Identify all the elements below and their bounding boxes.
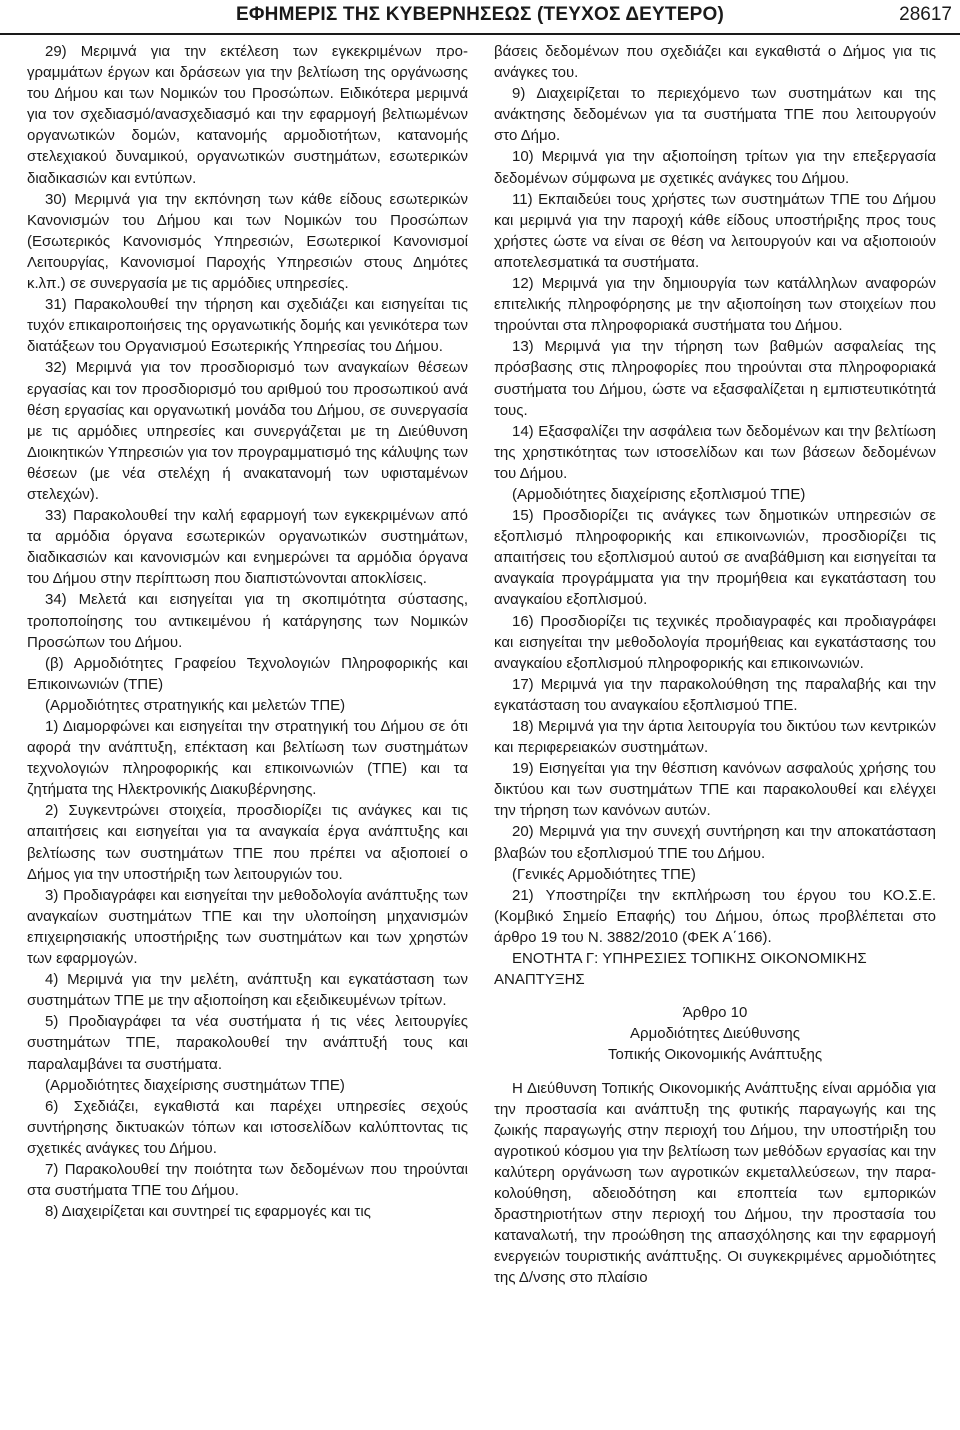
paragraph-21: 21) Υποστηρίζει την εκπλήρωση του έργου του ΚΟ.Σ.Ε. (Κομβικό Σημείο Επαφής) του Δήμου, όπως προβλέπεται στο άρθρο 19 του Ν. 3882/2010 (ΦΕΚ Α΄166). [494, 886, 936, 946]
right-column [494, 41, 936, 1426]
paragraph-34: 34) Μελετά και εισηγείται για τη σκοπιμότητα σύστασης, τροποποίησης του αντικειμένου ή κατάργησης των Νομικών Προσώπων του Δήμου. [27, 591, 468, 651]
page-header [0, 0, 960, 34]
gazette-title: ΕΦΗΜΕΡΙΣ ΤΗΣ ΚΥΒΕΡΝΗΣΕΩΣ (ΤΕΥΧΟΣ ΔΕΥΤΕΡΟ) [236, 4, 724, 25]
paragraph-30: 30) Μεριμνά για την εκπόνηση των κάθε είδους εσωτερικών Κανονισμών του Δήμου και των Νομικών του Προσώπων (Εσωτερικός Κανονισμός Υπηρεσιών, Εσωτερικοί Κανονισμοί Λειτουργίας, Κανονισμοί Παροχής Υπηρεσιών στους Δημότες κ.λπ.) σε συνεργασία με τις αρμόδιες υπηρεσίες. [27, 190, 468, 293]
paragraph-3: 3) Προδιαγράφει και εισηγείται την μεθοδολογία ανάπτυξης των αναγκαίων συστημάτων ΤΠΕ και την υλοποίηση μηχανισμών επιχειρησιακής υποστήριξης των συστημάτων και των χρηστών των εφαρμογών. [27, 886, 468, 968]
paragraph-15: 15) Προσδιορίζει τις ανάγκες των δημοτικών υπηρεσιών σε εξοπλισμό πληροφορικής και επικοινωνιών, προσδιορίζει τις απαιτήσεις του εξοπλισμού αυτού σε αναβάθμιση και εισηγείται τα αναγκαία προγράμματα για την προμήθεια και εγκατάσταση του αναγκαίου εξοπλισμού. [494, 507, 936, 609]
article-number: Άρθρο 10 [682, 1004, 748, 1022]
paragraph-29: 29) Μεριμνά για την εκτέλεση των εγκεκριμένων προγραμμάτων έργων και δράσεων για την βελτίωση της οργάνωσης του Δήμου και των Νομικών του Προσώπων. Ειδικότερα μεριμνά για τον σχεδιασμό/ανασχεδιασμό και την εφαρμογή βελτιωμένων οργανωτικών δομών, κατανομής αρμοδιοτήτων, κατανομής στελεχιακού δυναμικού, οργανωτικών συστημάτων, εσωτερικών διαδικασιών και εντύπων. [27, 43, 468, 187]
paragraph-1: 1) Διαμορφώνει και εισηγείται την στρατηγική του Δήμου σε ότι αφορά την ανάπτυξη, επέκταση και βελτίωση των συστημάτων τεχνολογιών πληροφορικής και επικοινωνιών (ΤΠΕ) και τα ζητήματα της Ηλεκτρονικής Διακυβέρνησης. [27, 718, 468, 799]
paragraph-18: 18) Μεριμνά για την άρτια λειτουργία του δικτύου των κεντρικών και περιφερειακών συστημάτων. [494, 718, 936, 757]
left-column [27, 41, 468, 1426]
subsection-heading-systems: (Αρμοδιότητες διαχείρισης συστημάτων ΤΠΕ) [45, 1076, 345, 1094]
paragraph-9: 9) Διαχειρίζεται το περιεχόμενο των συστημάτων και της ανάκτησης δεδομένων για τα συστήματα ΤΠΕ που λειτουργούν στο Δήμο. [494, 85, 936, 145]
paragraph-19: 19) Εισηγείται για την θέσπιση κανόνων ασφαλούς χρήσης του δικτύου και των συστημάτων ΤΠΕ και παρακολουθεί και ελέγχει την τήρηση των κανόνων αυτών. [494, 760, 936, 820]
paragraph-20: 20) Μεριμνά για την συνεχή συντήρηση και την αποκατάσταση βλαβών του εξοπλισμού ΤΠΕ του Δήμου. [494, 823, 936, 862]
paragraph-8: 8) Διαχειρίζεται και συντηρεί τις εφαρμογές και τις [45, 1203, 371, 1221]
paragraph-5: 5) Προδιαγράφει τα νέα συστήματα ή τις νέες λειτουργίες συστημάτων ΤΠΕ, παρακολουθεί την ανάπτυξή τους και παραλαμβάνει τα συστήματα. [27, 1013, 468, 1073]
paragraph-10: 10) Μεριμνά για την αξιοποίηση τρίτων για την επεξεργασία δεδομένων σύμφωνα με σχετικές ανάγκες του Δήμου. [494, 148, 936, 187]
article-title-line-1: Αρμοδιότητες Διεύθυνσης [630, 1025, 800, 1043]
article-body: Η Διεύθυνση Τοπικής Οικονομικής Ανάπτυξης είναι αρμόδια για την προστασία και ανάπτυξη της φυτικής παραγωγής και της ζωικής παραγωγής στην περιοχή του Δήμου, την υποστήριξη του αγροτικού κόσμου για την βελτίωση των μεθόδων εργασίας και την καλύτερη οργάνωση των αγροτικών εκμεταλλεύσεων, την παρακολούθηση, αδειοδότηση και εποπτεία των εμπορικών δραστηριοτήτων στην περιοχή του Δήμου, την προστασία του καταναλωτή, την προώθηση της απασχόλησης και την εφαρμογή ενεργειών τουριστικής ανάπτυξης. Οι συγκεκριμένες αρμοδιότητες της Δ/νσης στο πλαίσιο [494, 1079, 936, 1287]
paragraph-7: 7) Παρακολουθεί την ποιότητα των δεδομένων που τηρούνται στα συστήματα ΤΠΕ του Δήμου. [27, 1160, 468, 1200]
page-number: 28617 [899, 4, 952, 25]
paragraph-33: 33) Παρακολουθεί την καλή εφαρμογή των εγκεκριμένων από τα αρμόδια όργανα εσωτερικών οργανωτικών συστημάτων, διαδικασιών και κανονισμών και ενημερώνει τα αρμόδια όργανα του Δήμου στην περίπτωση που διαπιστώνονται αποκλίσεις. [27, 507, 468, 588]
paragraph-4: 4) Μεριμνά για την μελέτη, ανάπτυξη και εγκατάσταση των συστημάτων ΤΠΕ με την αξιοποίηση και εξειδικευμένων τρίτων. [27, 971, 468, 1010]
subsection-heading-general: (Γενικές Αρμοδιότητες ΤΠΕ) [512, 865, 696, 883]
paragraph-11: 11) Εκπαιδεύει τους χρήστες των συστημάτων ΤΠΕ του Δήμου και μεριμνά για την παροχή κάθε είδους υποστήριξης προς τους χρήστες ώστε να είναι σε θέση να λειτουργούν και να αξιοποιούν αποτελεσματικά τα συστήματα. [494, 190, 936, 271]
section-b-heading: (β) Αρμοδιότητες Γραφείου Τεχνολογιών Πληροφορικής και Επικοινωνιών (ΤΠΕ) [27, 654, 468, 693]
paragraph-31: 31) Παρακολουθεί την τήρηση και σχεδιάζει και εισηγείται τις τυχόν επικαιροποιήσεις της οργανωτικής δομής και γενικότερα των διατάξεων του Οργανισμού Εσωτερικής Υπηρεσίας του Δήμου. [27, 296, 468, 356]
paragraph-16: 16) Προσδιορίζει τις τεχνικές προδιαγραφές και προδιαγράφει και εισηγείται την μεθοδολογία προμήθειας και εγκατάστασης του αναγκαίου εξοπλισμού πληροφορικής και επικοινωνιών. [494, 612, 936, 672]
article-title-line-2: Τοπικής Οικονομικής Ανάπτυξης [607, 1046, 823, 1064]
subsection-heading-equipment: (Αρμοδιότητες διαχείρισης εξοπλισμού ΤΠΕ) [512, 485, 806, 503]
paragraph-17: 17) Μεριμνά για την παρακολούθηση της παραλαβής και την εγκατάσταση του αναγκαίου εξοπλισμού ΤΠΕ. [494, 675, 936, 714]
subsection-heading-strategy: (Αρμοδιότητες στρατηγικής και μελετών ΤΠΕ) [45, 696, 346, 714]
paragraph-13: 13) Μεριμνά για την τήρηση των βαθμών ασφαλείας της πρόσβασης στις πληροφορίες που τηρούνται στα πληροφοριακά συστήματα του Δήμου, ώστε να εξασφαλίζεται η εμπιστευτικότητά τους. [494, 338, 936, 419]
section-c-heading: ΕΝΟΤΗΤΑ Γ: ΥΠΗΡΕΣΙΕΣ ΤΟΠΙΚΗΣ ΟΙΚΟΝΟΜΙΚΗΣ ΑΝΑΠΤΥΞΗΣ [494, 950, 867, 989]
paragraph-14: 14) Εξασφαλίζει την ασφάλεια των δεδομένων και την βελτίωση της χρηστικότητας των ιστοσελίδων και των βάσεων δεδομένων του Δήμου. [494, 422, 936, 482]
paragraph-6: 6) Σχεδιάζει, εγκαθιστά και παρέχει υπηρεσίες σεχούς συντήρησης δικτυακών τόπων και ιστοσελίδων καλύπτοντας τις σχετικές ανάγκες του Δήμου. [27, 1097, 468, 1157]
header-rule [0, 33, 960, 35]
paragraph-32: 32) Μεριμνά για τον προσδιορισμό των αναγκαίων θέσεων εργασίας και τον προσδιορισμό του αριθμού του προσωπικού ανά θέση εργασίας και οργανωτική μονάδα του Δήμου, σε συνεργασία με τις αρμόδιες υπηρεσίες και συνεργάζεται με τη Διεύθυνση Διοικητικών Υπηρεσιών για τον προγραμματισμό της κάλυψης των θέσεων (με νέα στελέχη ή ανακατανομή των υφισταμένων στελεχών). [27, 359, 468, 503]
paragraph-12: 12) Μεριμνά για την δημιουργία των κατάλληλων αναφορών επιτελικής πληροφόρησης με την αξιοποίηση των στοιχείων που τηρούνται στα πληροφοριακά συστήματα του Δήμου. [494, 275, 936, 335]
paragraph-8-continued: βάσεις δεδομένων που σχεδιάζει και εγκαθιστά ο Δήμος για τις ανάγκες του. [494, 43, 936, 82]
paragraph-2: 2) Συγκεντρώνει στοιχεία, προσδιορίζει τις ανάγκες και τις απαιτήσεις και εισηγείται για τα αναγκαία έργα ανάπτυξης και βελτίωσης των συστημάτων ΤΠΕ που πρέπει να αξιοποιεί ο Δήμος για την υποστήριξη των λειτουργιών του. [27, 802, 468, 883]
